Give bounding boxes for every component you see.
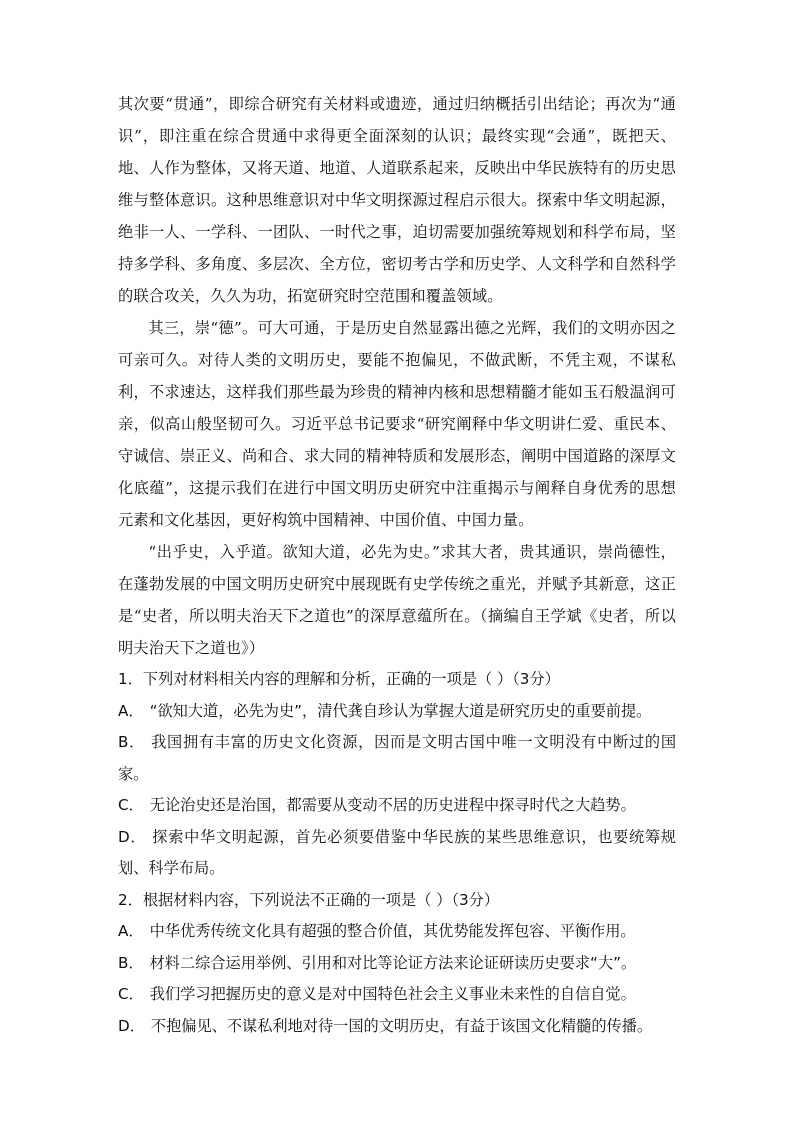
option-text: 中华优秀传统文化具有超强的整合价值，其优势能发挥包容、平衡作用。 [149,922,636,940]
question-option-c[interactable] [118,790,676,822]
option-text: 探索中华文明起源，首先必须要借鉴中华民族的某些思维意识，也要统筹规划、科学布局。 [118,827,676,877]
question-option-c[interactable] [118,979,676,1011]
passage-paragraph-2: 其三，崇“德”。可大可通，于是历史自然显露出德之光辉，我们的文明亦因之可亲可久。对待人类的文明历史，要能不抱偏见，不做武断，不凭主观，不谋私利，不求速达，这样我们那些最为珍贵的精神内核和思想精髓才能如玉石般温润可亲，似高山般坚韧可久。习近平总书记要求“研究阐释中华文明讲仁爱、重民本、守诚信、崇正义、尚和合、求大同的精神特质和发展形态，阐明中国道路的深厚文化底蕴”，这提示我们在进行中国文明历史研究中注重揭示与阐释自身优秀的思想元素和文化基因，更好构筑中国精神、中国价值、中国力量。 [118,319,676,529]
question-option-a[interactable] [118,696,676,728]
question-1 [118,664,676,885]
question-option-b[interactable] [118,948,676,980]
option-letter: D． [118,827,147,846]
reading-passage [118,88,676,664]
option-text: 材料二综合运用举例、引用和对比等论证方法来论证研读历史要求“大”。 [149,953,637,972]
question-option-a[interactable] [118,916,676,948]
document-page [118,88,676,1042]
option-letter: B． [118,953,144,972]
option-text: “欲知大道，必先为史”，清代龚自珍认为掌握大道是研究历史的重要前提。 [149,701,652,720]
option-letter: C． [118,985,144,1003]
question-option-d[interactable] [118,1011,676,1043]
option-letter: D． [118,1016,145,1035]
passage-paragraph-3: “出乎史，入乎道。欲知大道，必先为史。”求其大者，贵其通识，崇尚德性，在蓬勃发展的中国文明历史研究中展现既有史学传统之重光，并赋予其新意，这正是“史者，所以明夫治天下之道也”的深厚意蕴所在。（摘编自王学斌《史者，所以明夫治天下之道也》） [118,543,676,657]
option-text: 无论治史还是治国，都需要从变动不居的历史进程中探寻时代之大趋势。 [149,796,636,814]
passage-paragraph-1: 其次要“贯通”，即综合研究有关材料或遗迹，通过归纳概括引出结论；再次为“通识”，即注重在综合贯通中求得更全面深刻的认识；最终实现“会通”，既把天、地、人作为整体，又将天道、地道、人道联系起来，反映出中华民族特有的历史思维与整体意识。这种思维意识对中华文明探源过程启示很大。探索中华文明起源，绝非一人、一学科、一团队、一时代之事，迫切需要加强统筹规划和科学布局，坚持多学科、多角度、多层次、全方位，密切考古学和历史学、人文科学和自然科学的联合攻关，久久为功，拓宽研究时空范围和覆盖领域。 [118,95,676,305]
option-letter: B． [118,733,146,751]
question-stem: 1．下列对材料相关内容的理解和分析，正确的一项是（ ）（3分） [118,670,560,688]
option-text: 不抱偏见、不谋私利地对待一国的文明历史，有益于该国文化精髓的传播。 [150,1016,653,1035]
option-letter: A． [118,922,144,940]
question-stem: 2．根据材料内容，下列说法不正确的一项是（ ）（3分） [118,890,500,909]
option-letter: A． [118,701,144,720]
question-2 [118,885,676,1043]
option-text: 我国拥有丰富的历史文化资源，因而是文明古国中唯一文明没有中断过的国家。 [118,733,677,783]
question-option-b[interactable] [118,727,676,790]
question-option-d[interactable] [118,822,676,885]
option-text: 我们学习把握历史的意义是对中国特色社会主义事业未来性的自信自觉。 [149,985,636,1003]
question-list [118,664,676,1042]
option-letter: C． [118,796,144,814]
